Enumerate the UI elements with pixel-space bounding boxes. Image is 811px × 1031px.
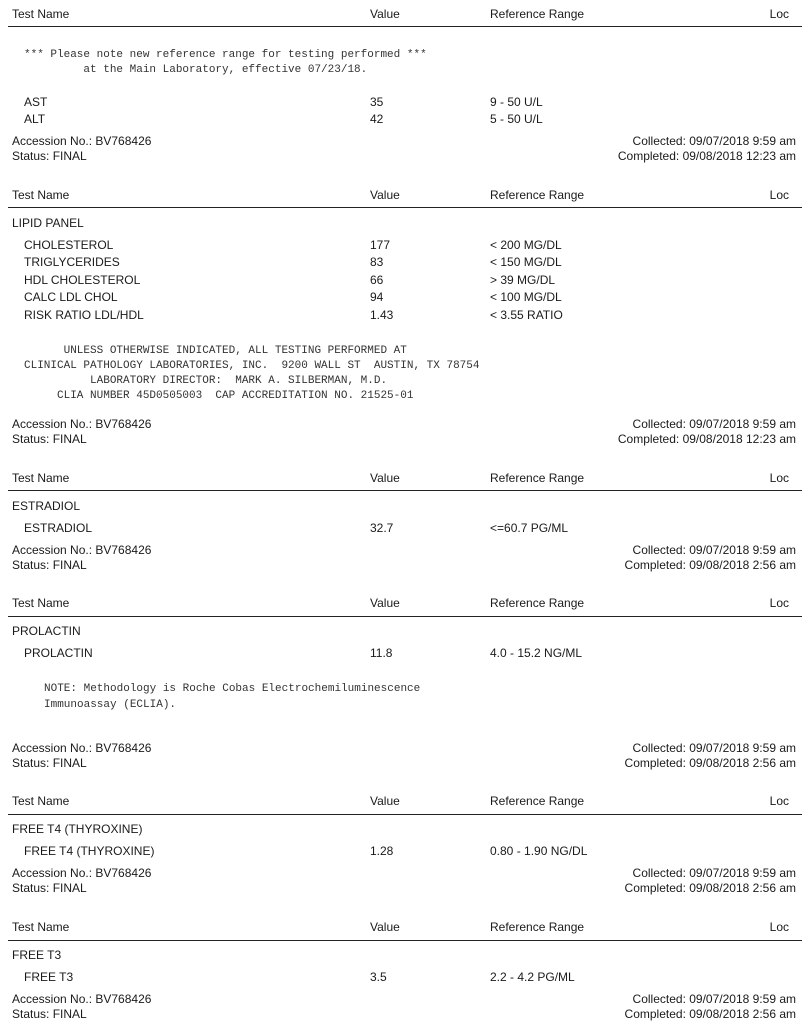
header-value: Value (370, 471, 400, 485)
test-value: 94 (370, 290, 384, 304)
test-name: CHOLESTEROL (24, 238, 114, 252)
collected-date: Collected: 09/07/2018 9:59 am (632, 741, 796, 755)
test-value: 11.8 (370, 646, 393, 660)
header-value: Value (370, 920, 400, 934)
header-test-name: Test Name (12, 920, 70, 934)
test-name: CALC LDL CHOL (24, 290, 118, 304)
panel-title: LIPID PANEL (12, 216, 84, 230)
accession-number: Accession No.: BV768426 (12, 543, 152, 557)
test-range: > 39 MG/DL (490, 273, 556, 287)
test-name: FREE T3 (24, 970, 74, 984)
header-reference-range: Reference Range (490, 7, 585, 21)
test-name: ESTRADIOL (24, 521, 93, 535)
header-test-name: Test Name (12, 596, 70, 610)
completed-date: Completed: 09/08/2018 2:56 am (624, 756, 796, 770)
lab-note-line: CLIA NUMBER 45D0505003 CAP ACCREDITATION NO. 21525-01 (24, 390, 414, 402)
header-divider (8, 26, 802, 27)
test-value: 3.5 (370, 970, 387, 984)
test-range: < 150 MG/DL (490, 255, 562, 269)
collected-date: Collected: 09/07/2018 9:59 am (632, 543, 796, 557)
note-line: at the Main Laboratory, effective 07/23/18. (24, 64, 368, 76)
accession-number: Accession No.: BV768426 (12, 741, 152, 755)
header-reference-range: Reference Range (490, 920, 585, 934)
header-loc: Loc (769, 596, 789, 610)
test-name: ALT (24, 112, 46, 126)
header-reference-range: Reference Range (490, 794, 585, 808)
collected-date: Collected: 09/07/2018 9:59 am (632, 417, 796, 431)
status: Status: FINAL (12, 432, 87, 446)
accession-number: Accession No.: BV768426 (12, 866, 152, 880)
test-range: < 100 MG/DL (490, 290, 562, 304)
test-name: RISK RATIO LDL/HDL (24, 308, 144, 322)
header-test-name: Test Name (12, 188, 70, 202)
test-range: 9 - 50 U/L (490, 95, 543, 109)
header-reference-range: Reference Range (490, 596, 585, 610)
collected-date: Collected: 09/07/2018 9:59 am (632, 134, 796, 148)
test-name: FREE T4 (THYROXINE) (24, 844, 155, 858)
test-range: 4.0 - 15.2 NG/ML (490, 646, 583, 660)
test-name: AST (24, 95, 48, 109)
header-divider (8, 207, 802, 208)
test-range: 5 - 50 U/L (490, 112, 543, 126)
completed-date: Completed: 09/08/2018 2:56 am (624, 1007, 796, 1021)
method-note-line: NOTE: Methodology is Roche Cobas Electrochemiluminescence (44, 683, 421, 695)
test-value: 1.43 (370, 308, 394, 322)
completed-date: Completed: 09/08/2018 12:23 am (617, 149, 796, 163)
lab-note-line: UNLESS OTHERWISE INDICATED, ALL TESTING PERFORMED AT (24, 345, 407, 357)
header-loc: Loc (769, 471, 789, 485)
test-name: HDL CHOLESTEROL (24, 273, 141, 287)
status: Status: FINAL (12, 1007, 87, 1021)
lab-note-line: CLINICAL PATHOLOGY LABORATORIES, INC. 9200 WALL ST AUSTIN, TX 78754 (24, 360, 480, 372)
test-value: 32.7 (370, 521, 394, 535)
lab-note-line: LABORATORY DIRECTOR: MARK A. SILBERMAN, M.D. (24, 375, 388, 387)
method-note-line: Immunoassay (ECLIA). (44, 699, 177, 711)
panel-title: FREE T3 (12, 948, 62, 962)
status: Status: FINAL (12, 149, 87, 163)
completed-date: Completed: 09/08/2018 2:56 am (624, 558, 796, 572)
test-value: 42 (370, 112, 384, 126)
accession-number: Accession No.: BV768426 (12, 992, 152, 1006)
header-divider (8, 490, 802, 491)
test-range: 2.2 - 4.2 PG/ML (490, 970, 575, 984)
test-range: <=60.7 PG/ML (490, 521, 569, 535)
panel-title: ESTRADIOL (12, 499, 81, 513)
accession-number: Accession No.: BV768426 (12, 417, 152, 431)
test-name: TRIGLYCERIDES (24, 255, 120, 269)
header-test-name: Test Name (12, 794, 70, 808)
panel-title: FREE T4 (THYROXINE) (12, 822, 143, 836)
test-value: 177 (370, 238, 391, 252)
header-test-name: Test Name (12, 7, 70, 21)
header-divider (8, 940, 802, 941)
header-value: Value (370, 596, 400, 610)
header-loc: Loc (769, 7, 789, 21)
note-line: *** Please note new reference range for testing performed *** (24, 49, 427, 61)
header-divider (8, 814, 802, 815)
test-name: PROLACTIN (24, 646, 93, 660)
test-range: < 3.55 RATIO (490, 308, 563, 322)
header-value: Value (370, 794, 400, 808)
collected-date: Collected: 09/07/2018 9:59 am (632, 992, 796, 1006)
header-loc: Loc (769, 188, 789, 202)
completed-date: Completed: 09/08/2018 12:23 am (617, 432, 796, 446)
header-test-name: Test Name (12, 471, 70, 485)
test-value: 83 (370, 255, 384, 269)
status: Status: FINAL (12, 881, 87, 895)
status: Status: FINAL (12, 558, 87, 572)
header-loc: Loc (769, 794, 789, 808)
test-value: 1.28 (370, 844, 394, 858)
header-loc: Loc (769, 920, 789, 934)
collected-date: Collected: 09/07/2018 9:59 am (632, 866, 796, 880)
accession-number: Accession No.: BV768426 (12, 134, 152, 148)
header-divider (8, 616, 802, 617)
completed-date: Completed: 09/08/2018 2:56 am (624, 881, 796, 895)
header-reference-range: Reference Range (490, 471, 585, 485)
test-range: 0.80 - 1.90 NG/DL (490, 844, 588, 858)
header-value: Value (370, 7, 400, 21)
test-value: 66 (370, 273, 384, 287)
header-reference-range: Reference Range (490, 188, 585, 202)
status: Status: FINAL (12, 756, 87, 770)
test-range: < 200 MG/DL (490, 238, 562, 252)
test-value: 35 (370, 95, 384, 109)
panel-title: PROLACTIN (12, 624, 81, 638)
header-value: Value (370, 188, 400, 202)
